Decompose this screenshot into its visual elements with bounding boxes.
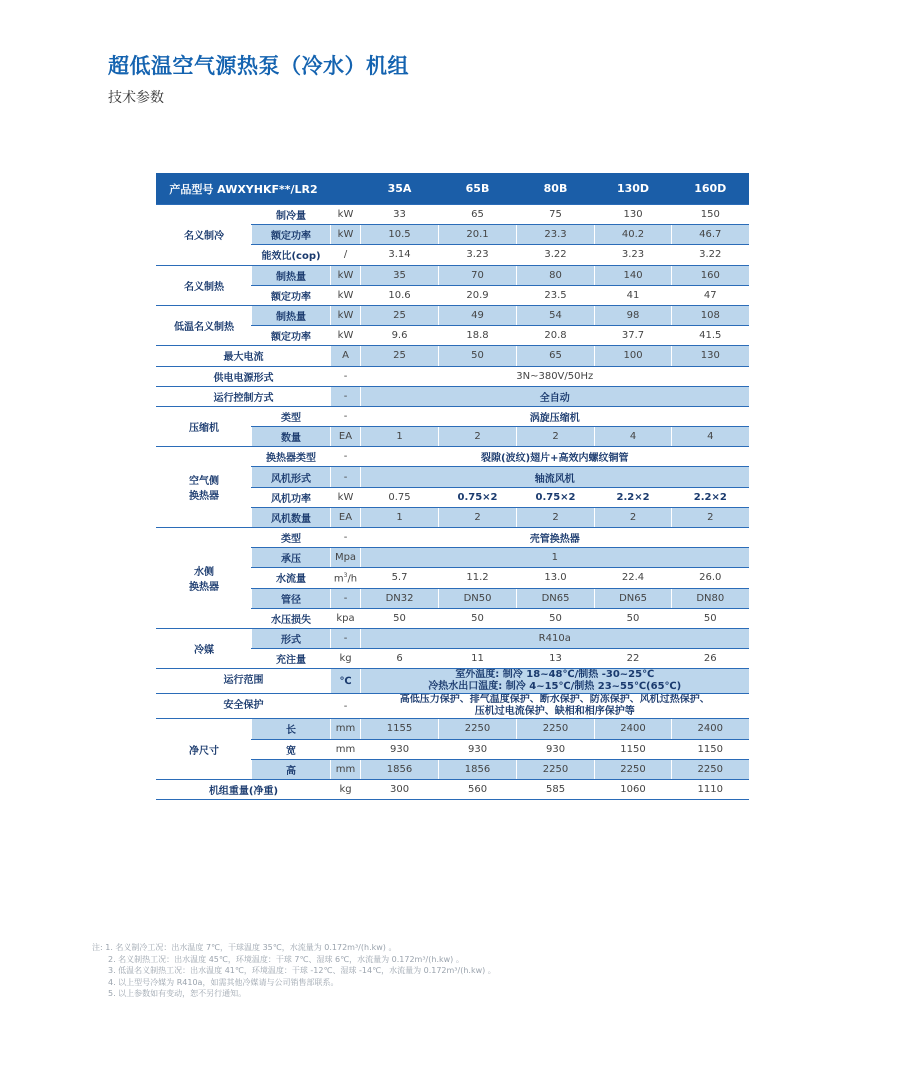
span-value-cell: 轴流风机	[361, 467, 749, 487]
value-cell: DN50	[439, 588, 517, 608]
param-cell: 风机功率	[252, 487, 331, 507]
model-header: 130D	[595, 173, 672, 205]
value-cell: 0.75×2	[517, 487, 595, 507]
value-cell: 2250	[672, 759, 749, 779]
value-cell: 4	[672, 427, 749, 447]
model-header: 80B	[517, 173, 595, 205]
value-cell: 98	[595, 305, 672, 325]
value-cell: DN65	[517, 588, 595, 608]
param-cell: 风机形式	[252, 467, 331, 487]
table-row	[157, 265, 749, 285]
group-line: 水侧	[194, 566, 214, 578]
unit-tail: /h	[347, 573, 358, 585]
group-cell: 名义制冷	[157, 205, 252, 266]
unit-cell: -	[331, 366, 361, 386]
value-cell: 50	[361, 608, 439, 628]
span-value-cell: 1	[361, 548, 749, 568]
value-cell: 2	[517, 427, 595, 447]
text-line: 压机过电流保护、缺相和相序保护等	[474, 706, 635, 718]
group-cell: 运行范围	[157, 669, 331, 694]
group-cell	[157, 447, 252, 528]
table-row	[157, 694, 749, 719]
param-cell: 水压损失	[252, 608, 331, 628]
value-cell: DN65	[595, 588, 672, 608]
value-cell: 50	[439, 346, 517, 366]
value-cell: 2400	[672, 719, 749, 739]
span-value-cell	[361, 694, 749, 719]
value-cell: 2250	[439, 719, 517, 739]
value-cell: 3.23	[439, 245, 517, 265]
table-row	[157, 366, 749, 386]
footnote-line: 注: 1. 名义制冷工况：出水温度 7℃，干球温度 35℃，水流量为 0.172m³/(h.kw) 。	[92, 943, 397, 952]
table-row	[157, 305, 749, 325]
value-cell: 1150	[672, 739, 749, 759]
group-cell: 供电电源形式	[157, 366, 331, 386]
text-line: 室外温度: 制冷 18~48℃/制热 -30~25℃	[455, 669, 655, 681]
param-cell: 额定功率	[252, 285, 331, 305]
unit-cell: mm	[331, 719, 361, 739]
span-value-cell: 涡旋压缩机	[361, 406, 749, 426]
span-value-cell: 全自动	[361, 386, 749, 406]
unit-cell: -	[331, 406, 361, 426]
value-cell: 18.8	[439, 326, 517, 346]
value-cell: 20.8	[517, 326, 595, 346]
value-cell: 160	[672, 265, 749, 285]
value-cell: 2.2×2	[672, 487, 749, 507]
group-line: 空气侧	[189, 476, 219, 488]
value-cell: 23.5	[517, 285, 595, 305]
unit-cell: kg	[331, 649, 361, 669]
param-cell: 换热器类型	[252, 447, 331, 467]
table-row	[157, 528, 749, 548]
model-header: 160D	[672, 173, 749, 205]
table-row	[157, 447, 749, 467]
value-cell: 13	[517, 649, 595, 669]
value-cell: 1155	[361, 719, 439, 739]
value-cell: 13.0	[517, 568, 595, 588]
value-cell: 2	[439, 507, 517, 527]
value-cell: 108	[672, 305, 749, 325]
unit-cell: kW	[331, 326, 361, 346]
unit-cell: EA	[331, 427, 361, 447]
group-line: 换热器	[189, 581, 219, 593]
param-cell: 长	[252, 719, 331, 739]
value-cell: 23.3	[517, 225, 595, 245]
param-cell: 制热量	[252, 305, 331, 325]
span-value-cell: 裂隙(波纹)翅片+高效内螺纹铜管	[361, 447, 749, 467]
value-cell: 3.23	[595, 245, 672, 265]
param-cell: 宽	[252, 739, 331, 759]
model-header: 65B	[439, 173, 517, 205]
value-cell: 10.5	[361, 225, 439, 245]
unit-cell: kg	[331, 779, 361, 799]
unit-cell: -	[331, 628, 361, 648]
group-cell: 压缩机	[157, 406, 252, 446]
value-cell: 46.7	[672, 225, 749, 245]
value-cell: 2400	[595, 719, 672, 739]
table-row	[157, 779, 749, 799]
unit-cell: -	[331, 447, 361, 467]
value-cell: 22	[595, 649, 672, 669]
value-cell: 9.6	[361, 326, 439, 346]
span-value-cell: 3N~380V/50Hz	[361, 366, 749, 386]
param-cell: 额定功率	[252, 326, 331, 346]
param-cell: 类型	[252, 528, 331, 548]
unit-cell: kW	[331, 225, 361, 245]
value-cell: 1150	[595, 739, 672, 759]
value-cell: 20.1	[439, 225, 517, 245]
model-header: 35A	[361, 173, 439, 205]
value-cell: 11.2	[439, 568, 517, 588]
value-cell: 930	[361, 739, 439, 759]
value-cell: 3.14	[361, 245, 439, 265]
value-cell: DN80	[672, 588, 749, 608]
unit-base: m	[333, 573, 344, 585]
value-cell: 2250	[595, 759, 672, 779]
page-title: 超低温空气源热泵（冷水）机组	[108, 54, 409, 78]
param-cell: 充注量	[252, 649, 331, 669]
unit-cell: mm	[331, 739, 361, 759]
value-cell: 26	[672, 649, 749, 669]
value-cell: 50	[672, 608, 749, 628]
param-cell: 能效比(cop)	[252, 245, 331, 265]
value-cell: 5.7	[361, 568, 439, 588]
unit-cell: kpa	[331, 608, 361, 628]
value-cell: 26.0	[672, 568, 749, 588]
table-row	[157, 346, 749, 366]
value-cell: 2	[595, 507, 672, 527]
value-cell: 25	[361, 305, 439, 325]
value-cell: 930	[517, 739, 595, 759]
value-cell: 54	[517, 305, 595, 325]
model-label-header: 产品型号 AWXYHKF**/LR2	[157, 173, 331, 205]
unit-cell	[331, 568, 361, 588]
unit-cell: kW	[331, 205, 361, 225]
value-cell: 10.6	[361, 285, 439, 305]
group-cell: 机组重量(净重)	[157, 779, 331, 799]
value-cell: 1856	[361, 759, 439, 779]
value-cell: 560	[439, 779, 517, 799]
table-header-row	[157, 173, 749, 205]
unit-cell: -	[331, 588, 361, 608]
value-cell: 65	[439, 205, 517, 225]
value-cell: 25	[361, 346, 439, 366]
value-cell: 1110	[672, 779, 749, 799]
span-value-cell: R410a	[361, 628, 749, 648]
table-row	[157, 628, 749, 648]
param-cell: 额定功率	[252, 225, 331, 245]
value-cell: 50	[517, 608, 595, 628]
value-cell: DN32	[361, 588, 439, 608]
param-cell: 高	[252, 759, 331, 779]
value-cell: 130	[672, 346, 749, 366]
unit-header	[331, 173, 361, 205]
value-cell: 2250	[517, 719, 595, 739]
value-cell: 1	[361, 427, 439, 447]
value-cell: 300	[361, 779, 439, 799]
table-row	[157, 205, 749, 225]
table-row	[157, 386, 749, 406]
value-cell: 6	[361, 649, 439, 669]
value-cell: 1	[361, 507, 439, 527]
param-cell: 水流量	[252, 568, 331, 588]
footnote-line: 4. 以上型号冷媒为 R410a，如需其他冷媒请与公司销售部联系。	[108, 977, 339, 987]
value-cell: 40.2	[595, 225, 672, 245]
value-cell: 100	[595, 346, 672, 366]
value-cell: 37.7	[595, 326, 672, 346]
group-cell: 名义制热	[157, 265, 252, 305]
value-cell: 4	[595, 427, 672, 447]
text-line: 冷热水出口温度: 制冷 4~15℃/制热 23~55℃(65℃)	[428, 681, 682, 693]
span-value-cell	[361, 669, 749, 694]
unit-cell: -	[331, 467, 361, 487]
unit-superscript: 3	[343, 571, 348, 579]
value-cell: 33	[361, 205, 439, 225]
unit-cell: mm	[331, 759, 361, 779]
unit-cell: -	[331, 528, 361, 548]
param-cell: 风机数量	[252, 507, 331, 527]
value-cell: 49	[439, 305, 517, 325]
unit-cell: ℃	[331, 669, 361, 694]
value-cell: 22.4	[595, 568, 672, 588]
param-cell: 管径	[252, 588, 331, 608]
value-cell: 3.22	[672, 245, 749, 265]
value-cell: 1060	[595, 779, 672, 799]
value-cell: 50	[439, 608, 517, 628]
value-cell: 20.9	[439, 285, 517, 305]
value-cell: 3.22	[517, 245, 595, 265]
spec-table	[156, 173, 749, 800]
value-cell: 41	[595, 285, 672, 305]
unit-cell: EA	[331, 507, 361, 527]
value-cell: 65	[517, 346, 595, 366]
value-cell: 585	[517, 779, 595, 799]
value-cell: 11	[439, 649, 517, 669]
group-cell	[157, 528, 252, 629]
table-row	[157, 406, 749, 426]
value-cell: 1856	[439, 759, 517, 779]
group-cell: 低温名义制热	[157, 305, 252, 345]
param-cell: 数量	[252, 427, 331, 447]
table-row	[157, 669, 749, 694]
group-cell: 冷媒	[157, 628, 252, 668]
footnotes	[92, 942, 496, 1000]
group-cell: 运行控制方式	[157, 386, 331, 406]
page-subtitle: 技术参数	[108, 90, 164, 106]
value-cell: 70	[439, 265, 517, 285]
value-cell: 41.5	[672, 326, 749, 346]
group-line: 换热器	[189, 491, 219, 503]
value-cell: 2250	[517, 759, 595, 779]
value-cell: 150	[672, 205, 749, 225]
value-cell: 0.75×2	[439, 487, 517, 507]
value-cell: 2	[439, 427, 517, 447]
value-cell: 130	[595, 205, 672, 225]
group-cell: 安全保护	[157, 694, 331, 719]
param-cell: 制冷量	[252, 205, 331, 225]
value-cell: 47	[672, 285, 749, 305]
group-cell: 最大电流	[157, 346, 331, 366]
param-cell: 承压	[252, 548, 331, 568]
value-cell: 2	[672, 507, 749, 527]
value-cell: 80	[517, 265, 595, 285]
value-cell: 930	[439, 739, 517, 759]
value-cell: 75	[517, 205, 595, 225]
value-cell: 140	[595, 265, 672, 285]
span-value-cell: 壳管换热器	[361, 528, 749, 548]
param-cell: 形式	[252, 628, 331, 648]
unit-cell: Mpa	[331, 548, 361, 568]
unit-cell: kW	[331, 305, 361, 325]
value-cell: 35	[361, 265, 439, 285]
unit-cell: -	[331, 694, 361, 719]
table-row	[157, 719, 749, 739]
param-cell: 类型	[252, 406, 331, 426]
value-cell: 50	[595, 608, 672, 628]
value-cell: 2.2×2	[595, 487, 672, 507]
unit-cell: kW	[331, 487, 361, 507]
unit-cell: A	[331, 346, 361, 366]
unit-cell: kW	[331, 265, 361, 285]
unit-cell: -	[331, 386, 361, 406]
footnote-line: 5. 以上参数如有变动，恕不另行通知。	[108, 989, 247, 999]
footnote-line: 3. 低温名义制热工况：出水温度 41℃，环境温度：干球 -12℃、湿球 -14℃，水流量为 0.172m³/(h.kw) 。	[108, 966, 496, 976]
param-cell: 制热量	[252, 265, 331, 285]
value-cell: 2	[517, 507, 595, 527]
unit-cell: /	[331, 245, 361, 265]
value-cell: 0.75	[361, 487, 439, 507]
text-line: 高低压力保护、排气温度保护、断水保护、防冻保护、风机过热保护、	[399, 694, 710, 706]
footnote-line: 2. 名义制热工况：出水温度 45℃，环境温度：干球 7℃、湿球 6℃，水流量为 0.172m³/(h.kw) 。	[108, 954, 464, 964]
unit-cell: kW	[331, 285, 361, 305]
group-cell: 净尺寸	[157, 719, 252, 780]
